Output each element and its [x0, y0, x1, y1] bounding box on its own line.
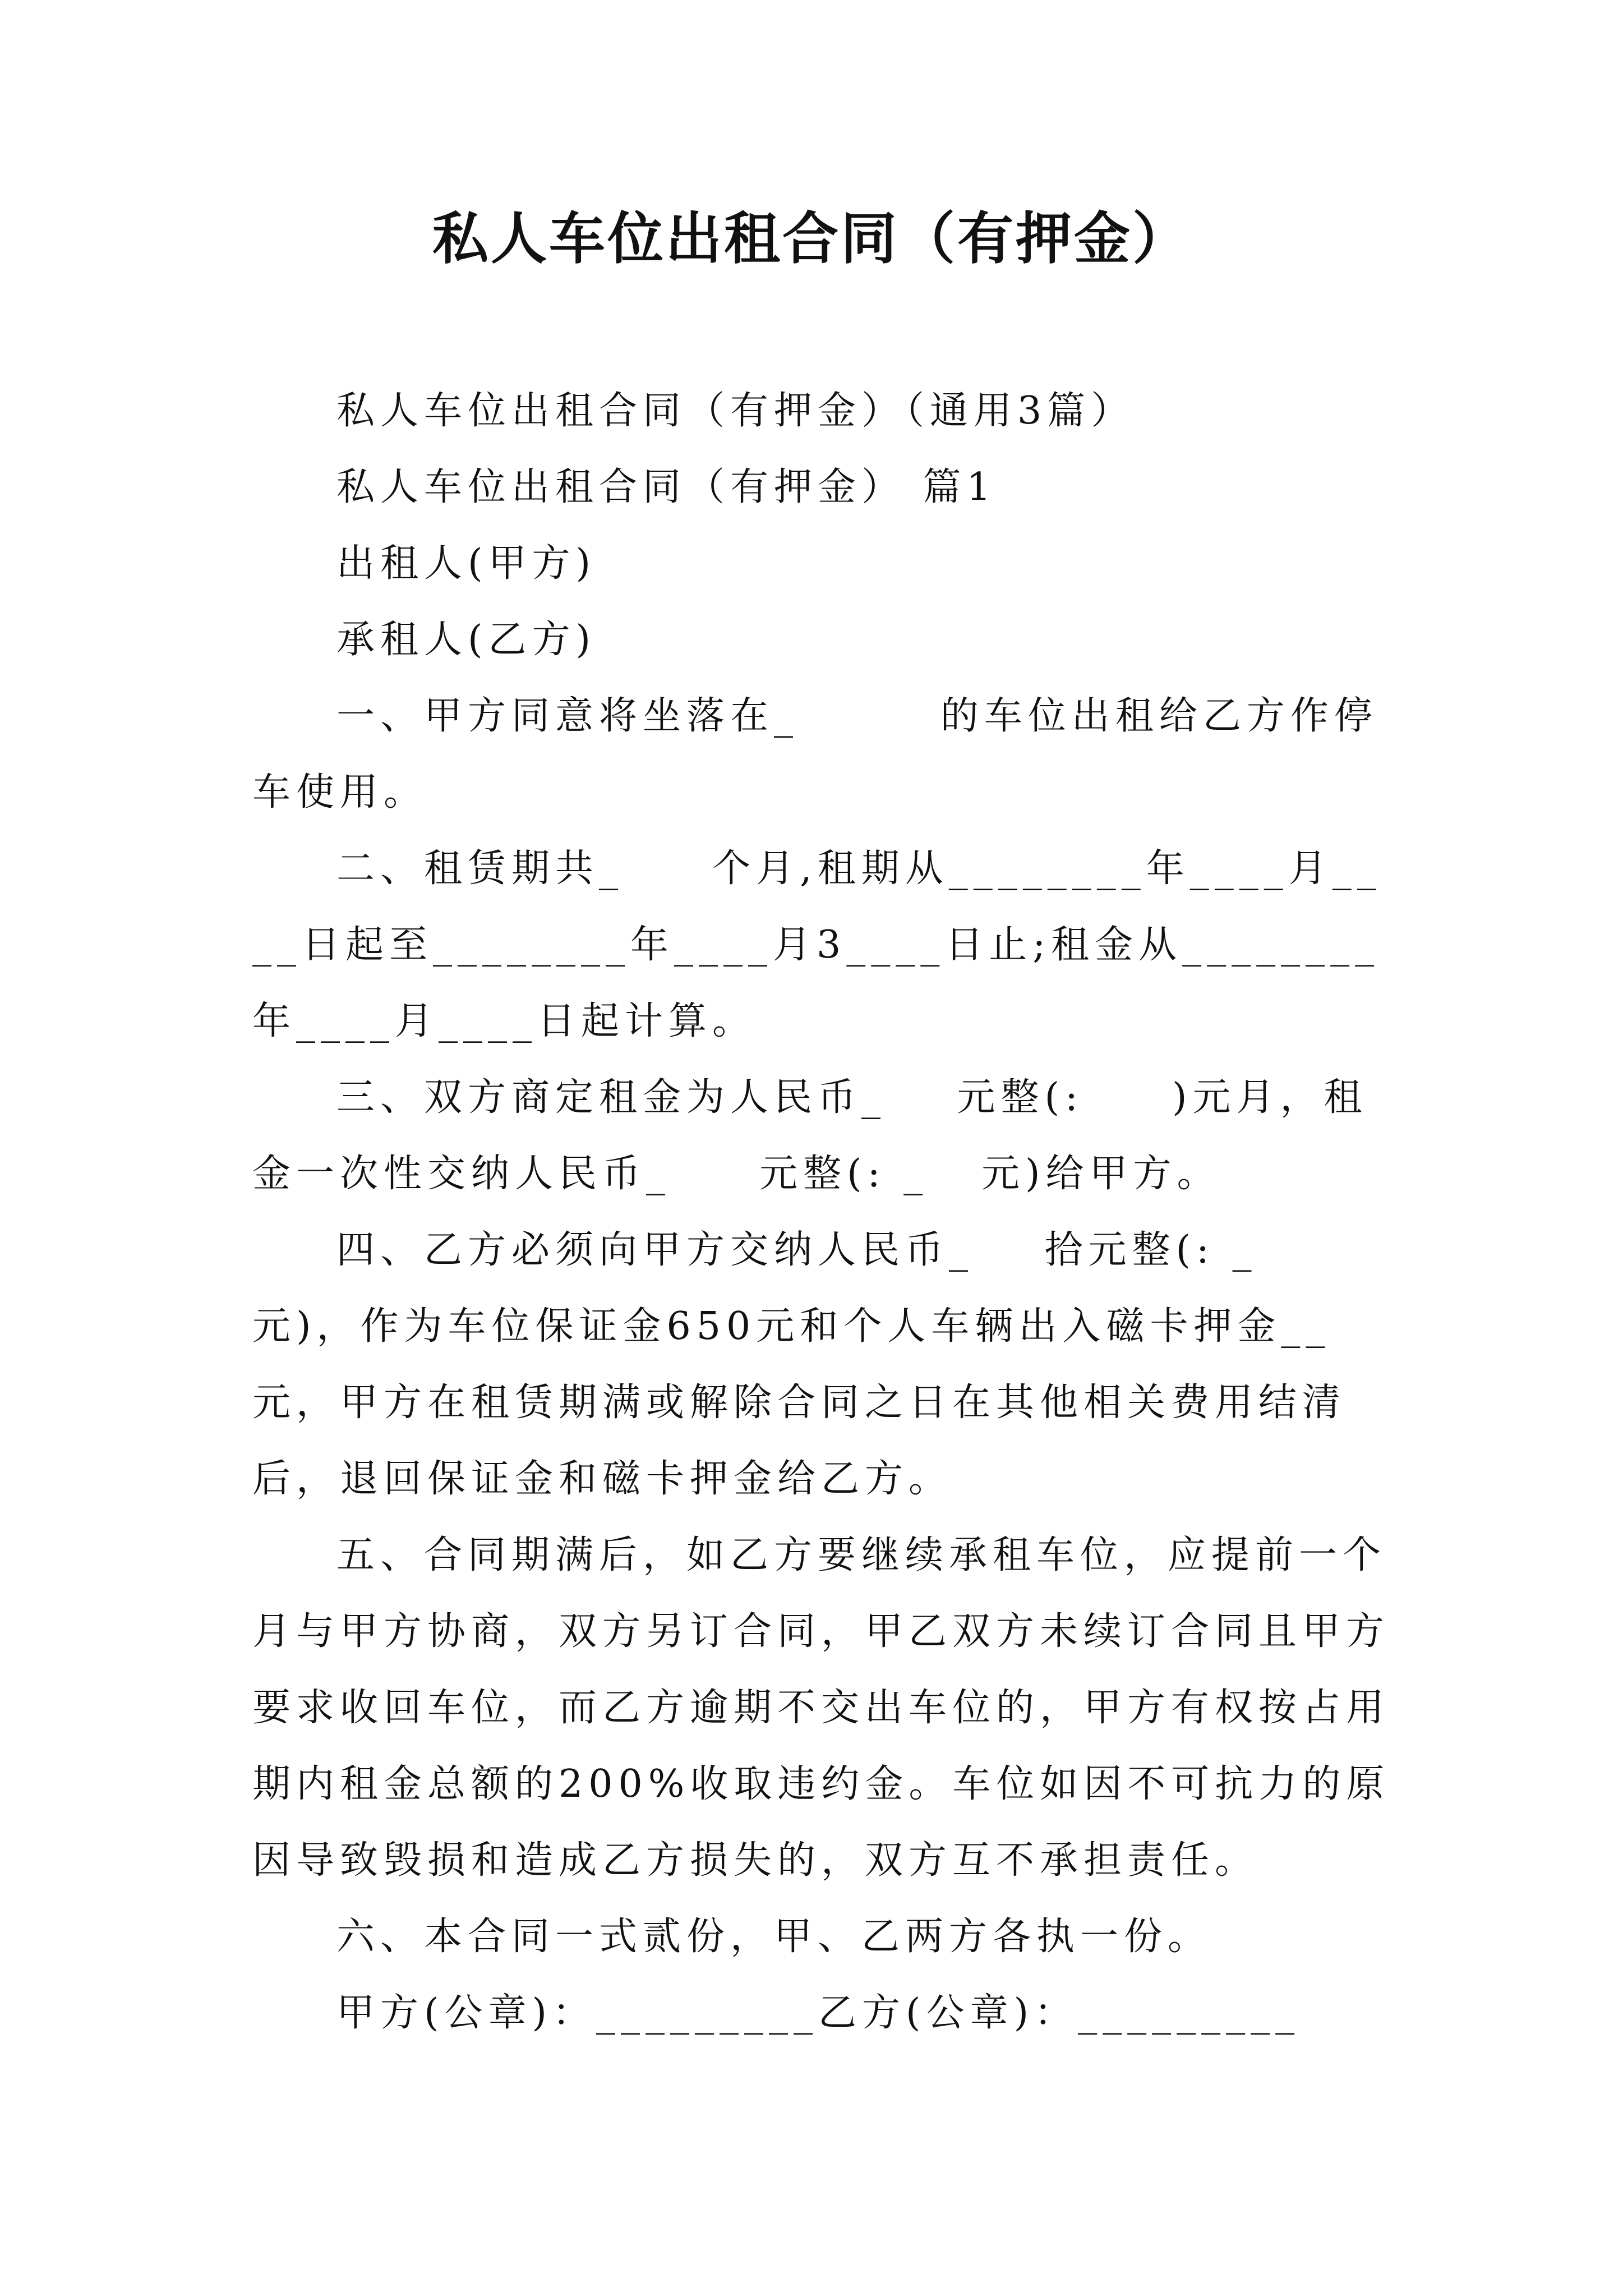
paragraph-clause-4: 四、乙方必须向甲方交纳人民币_ 拾元整(: _ 元)，作为车位保证金650元和个人车辆出入磁卡押金__元，甲方在租赁期满或解除合同之日在其他相关费用结清后，退回保证金和磁卡押金给乙方。 [252, 1228, 1347, 1501]
paragraph-subtitle: 私人车位出租合同（有押金）（通用3篇） [336, 389, 1135, 433]
paragraph-clause-6: 六、本合同一式贰份，甲、乙两方各执一份。 [336, 1915, 1212, 1959]
document-title: 私人车位出租合同（有押金） [432, 205, 1191, 272]
paragraph-clause-5: 五、合同期满后，如乙方要继续承租车位，应提前一个月与甲方协商，双方另订合同，甲乙双方未续订合同且甲方要求收回车位，而乙方逾期不交出车位的，甲方有权按占用期内租金总额的200%收取违约金。车位如因不可抗力的原因导致毁损和造成乙方损失的，双方互不承担责任。 [252, 1533, 1390, 1883]
paragraph-signatures: 甲方(公章)：_________乙方(公章)：_________ [336, 1991, 1301, 2035]
paragraph-clause-3: 三、双方商定租金为人民币_ 元整(: )元月，租金一次性交纳人民币_ 元整(: _ 元)给甲方。 [252, 1075, 1368, 1196]
paragraph-clause-1: 一、甲方同意将坐落在_ 的车位出租给乙方作停车使用。 [252, 694, 1378, 815]
paragraph-lessor: 出租人(甲方) [336, 541, 597, 586]
paragraph-lessee: 承租人(乙方) [336, 618, 597, 662]
document-body [252, 373, 1402, 2051]
paragraph-clause-2: 二、租赁期共_ 个月,租期从________年____月____日起至________年____月3____日止;租金从________年____月____日起计算。 [252, 846, 1382, 1043]
paragraph-article-heading: 私人车位出租合同（有押金） 篇1 [336, 465, 997, 509]
